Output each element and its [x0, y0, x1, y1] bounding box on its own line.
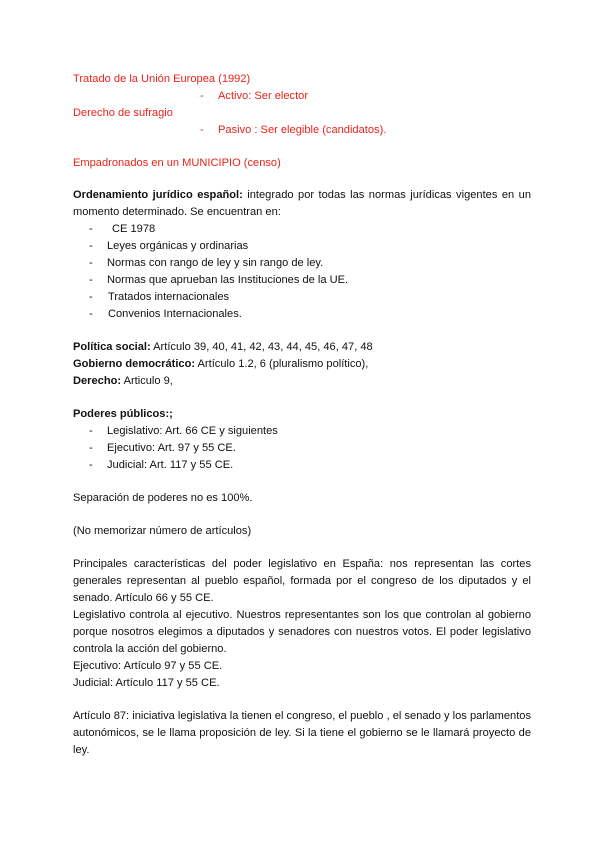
articulo87-line-3: ley.: [73, 744, 90, 756]
list-item-text: Judicial: Art. 117 y 55 CE.: [107, 459, 234, 471]
politica-social-label: Política social:: [73, 341, 151, 353]
ordenamiento-line-2: momento determinado. Se encuentran en:: [73, 206, 281, 218]
poderes-title: Poderes públicos:;: [73, 408, 173, 420]
census-title: Empadronados en un MUNICIPIO (censo): [73, 157, 281, 169]
list-item-text: CE 1978: [112, 223, 156, 235]
treaty-title: Tratado de la Unión Europea (1992): [73, 73, 251, 85]
list-dash: -: [89, 425, 93, 437]
list-item: [89, 457, 233, 473]
suffrage-title: Derecho de sufragio: [73, 107, 173, 119]
list-dash: -: [89, 459, 93, 471]
caracteristicas-line-2: generales representan al pueblo español, formada por el congreso de los diputados y el: [73, 575, 531, 587]
active-dash: -: [200, 90, 204, 102]
caracteristicas-line-5: porque nosotros elegimos a diputados y senadores con nuestros votos. El poder legislativo: [73, 626, 531, 638]
passive-label: Pasivo : Ser elegible (candidatos).: [218, 124, 387, 136]
list-item: [89, 289, 229, 305]
list-dash: -: [89, 308, 93, 320]
list-dash: -: [89, 274, 93, 286]
caracteristicas-line-3: senado. Artículo 66 y 55 CE.: [73, 592, 214, 604]
list-item: [89, 440, 236, 456]
list-item-text: Leyes orgánicas y ordinarias: [107, 240, 249, 252]
caracteristicas-line-6: controla la acción del gobierno.: [73, 643, 227, 655]
list-item-text: Legislativo: Art. 66 CE y siguientes: [107, 425, 278, 437]
politica-social-line: [73, 339, 373, 355]
politica-social-value: Artículo 39, 40, 41, 42, 43, 44, 45, 46, 47, 48: [150, 341, 373, 353]
derecho-value: Articulo 9,: [121, 375, 173, 387]
gobierno-value: Artículo 1.2, 6 (pluralismo político),: [195, 358, 369, 370]
derecho-label: Derecho:: [73, 375, 122, 387]
caracteristicas-line-7: Ejecutivo: Artículo 97 y 55 CE.: [73, 660, 223, 672]
list-item-text: Tratados internacionales: [108, 291, 230, 303]
list-dash: -: [89, 240, 93, 252]
gobierno-line: [73, 356, 368, 372]
passive-item: [200, 122, 386, 138]
ordenamiento-line-1-rest: integrado por todas las normas jurídicas vigentes en un: [242, 189, 531, 201]
active-label: Activo: Ser elector: [218, 90, 309, 102]
caracteristicas-line-1: Principales características del poder legislativo en España: nos representan las cortes: [73, 558, 531, 570]
articulo87-line-2: autonómicos, se le llama proposición de ley. Si la tiene el gobierno se le llamará proyecto de: [73, 727, 531, 739]
passive-dash: -: [200, 124, 204, 136]
list-item: [89, 255, 323, 271]
derecho-line: [73, 373, 173, 389]
list-dash: -: [89, 257, 93, 269]
list-item: [89, 238, 248, 254]
ordenamiento-lead: Ordenamiento jurídico español:: [73, 189, 243, 201]
list-item: [89, 272, 348, 288]
list-dash: -: [89, 223, 93, 235]
caracteristicas-line-4: Legislativo controla al ejecutivo. Nuestros representantes son los que controlan al gobierno: [73, 609, 531, 621]
list-dash: -: [89, 442, 93, 454]
active-item: [200, 88, 308, 104]
gobierno-label: Gobierno democrático:: [73, 358, 196, 370]
list-item-text: Normas que aprueban las Instituciones de la UE.: [107, 274, 349, 286]
list-dash: -: [89, 291, 93, 303]
memorizar-note: (No memorizar número de artículos): [73, 525, 252, 537]
list-item-text: Convenios Internacionales.: [108, 308, 242, 320]
list-item-text: Ejecutivo: Art. 97 y 55 CE.: [107, 442, 236, 454]
list-item-text: Normas con rango de ley y sin rango de ley.: [107, 257, 324, 269]
list-item: [89, 306, 242, 322]
caracteristicas-line-8: Judicial: Artículo 117 y 55 CE.: [73, 677, 220, 689]
list-item: [89, 221, 155, 237]
ordenamiento-line-1: [73, 187, 531, 204]
articulo87-line-1: Artículo 87: iniciativa legislativa la tienen el congreso, el pueblo , el senado y los parlamentos: [73, 710, 531, 722]
separacion-note: Separación de poderes no es 100%.: [73, 492, 253, 504]
list-item: [89, 423, 278, 439]
